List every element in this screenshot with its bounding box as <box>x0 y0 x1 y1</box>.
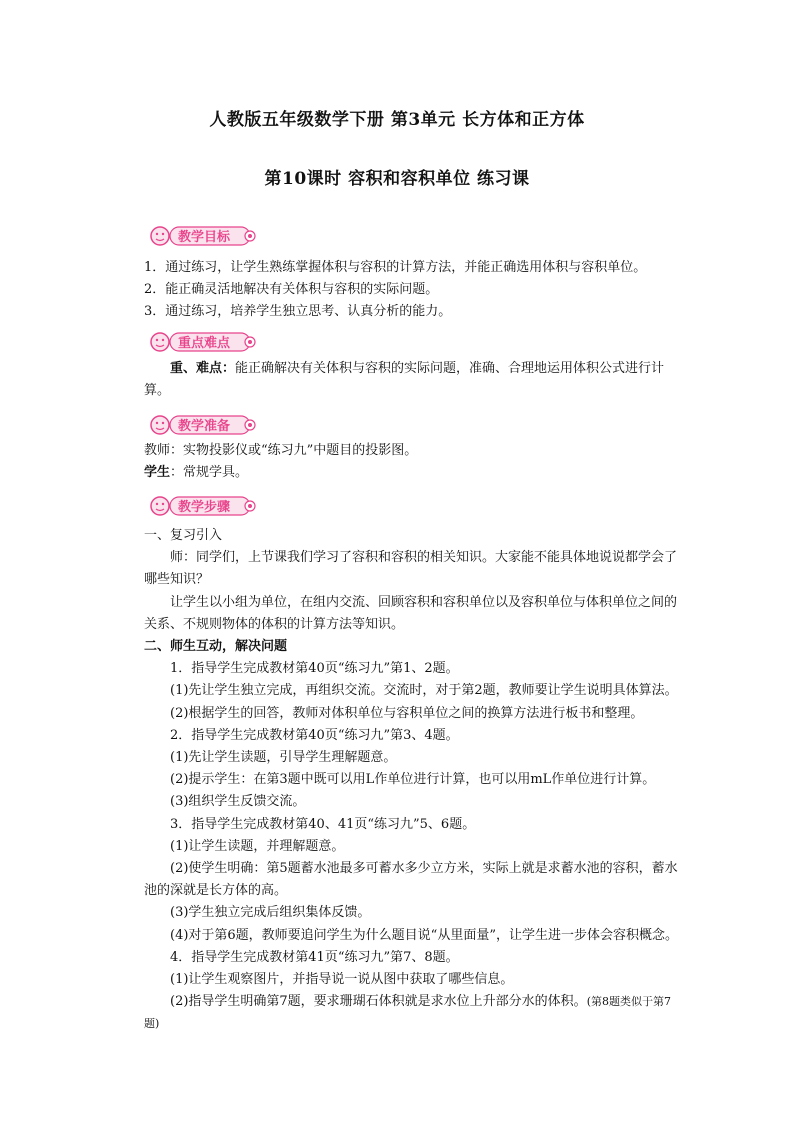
prep-student-text: ：常规学具。 <box>170 465 249 480</box>
step-subitem: (2)提示学生：在第3题中既可以用L作单位进行计算，也可以用mL作单位进行计算。 <box>170 772 656 788</box>
girl-icon <box>151 497 169 515</box>
keypoints-section <box>144 358 684 402</box>
step-subitem: (1)让学生观察图片，并指导说一说从图中获取了哪些信息。 <box>170 972 514 988</box>
girl-icon <box>151 227 169 245</box>
prep-section <box>144 440 684 484</box>
keypoints-label: 重、难点： <box>170 361 236 376</box>
step-subitem: (3)学生独立完成后组织集体反馈。 <box>170 905 371 921</box>
step-item: 4．指导学生完成教材第41页“练习九”第7、8题。 <box>170 949 459 965</box>
step-subitem <box>144 991 684 1035</box>
step-subitem: (1)先让学生读题，引导学生理解题意。 <box>170 750 397 766</box>
keypoints-text: 能正确解决有关体积与容积的实际问题，准确、合理地运用体积公式进行计算。 <box>144 361 665 398</box>
goal-item: 1．通过练习，让学生熟练掌握体积与容积的计算方法，并能正确选用体积与容积单位。 <box>144 260 647 275</box>
badge-teaching-steps <box>148 491 260 521</box>
step-note: (第8题类似于第7题) <box>144 995 671 1031</box>
step-subitem: (2)根据学生的回答，教师对体积单位与容积单位之间的换算方法进行板书和整理。 <box>170 705 644 721</box>
step-subitem: (1)先让学生独立完成，再组织交流。交流时，对于第2题，教师要让学生说明具体算法。 <box>170 683 678 699</box>
lesson-title: 第10课时 容积和容积单位 练习课 <box>264 169 530 189</box>
badge-key-points <box>148 327 260 357</box>
goals-section <box>144 257 684 323</box>
badge-label: 重点难点 <box>177 336 231 351</box>
prep-teacher-text: ：实物投影仪或“练习九”中题目的投影图。 <box>170 443 418 458</box>
girl-icon <box>151 333 169 351</box>
step-subitem: (2)使学生明确：第5题蓄水池最多可蓄水多少立方米，实际上就是求蓄水池的容积，蓄水池的深就是长方体的高。 <box>144 861 678 899</box>
badge-label: 教学目标 <box>177 230 231 245</box>
badge-teaching-prep <box>148 410 260 440</box>
badge-teaching-goals <box>148 221 260 251</box>
step-item: 1．指导学生完成教材第40页“练习九”第1、2题。 <box>170 661 459 677</box>
step-item: 3．指导学生完成教材第40、41页“练习九”5、6题。 <box>170 816 476 832</box>
step-subitem-text: (2)指导学生明确第7题，要求珊瑚石体积就是求水位上升部分水的体积。 <box>170 994 587 1010</box>
goal-item: 3．通过练习，培养学生独立思考、认真分析的能力。 <box>144 304 452 319</box>
step-item: 2．指导学生完成教材第40页“练习九”第3、4题。 <box>170 727 459 743</box>
keypoints-paragraph <box>144 358 684 402</box>
step-subitem: (3)组织学生反馈交流。 <box>170 794 306 810</box>
badge-label: 教学准备 <box>177 419 231 434</box>
steps-section <box>144 525 684 1036</box>
step-heading: 二、师生互动，解决问题 <box>144 639 288 655</box>
prep-student <box>144 462 684 484</box>
girl-icon <box>151 416 169 434</box>
step-heading: 一、复习引入 <box>144 528 223 543</box>
goal-item: 2．能正确灵活地解决有关体积与容积的实际问题。 <box>144 282 439 297</box>
document-title: 人教版五年级数学下册 第3单元 长方体和正方体 <box>209 110 585 130</box>
badge-label: 教学步骤 <box>177 500 231 515</box>
step-paragraph: 师：同学们，上节课我们学习了容积和容积的相关知识。大家能不能具体地说说都学会了哪些知识？ <box>144 550 678 588</box>
prep-teacher-label: 教师 <box>144 443 171 458</box>
step-subitem: (1)让学生读题，并理解题意。 <box>170 838 345 854</box>
prep-teacher <box>144 440 684 462</box>
prep-student-label: 学生 <box>144 465 171 480</box>
step-paragraph: 让学生以小组为单位，在组内交流、回顾容积和容积单位以及容积单位与体积单位之间的关系、不规则物体的体积的计算方法等知识。 <box>144 594 678 632</box>
step-subitem: (4)对于第6题，教师要追问学生为什么题目说“从里面量”，让学生进一步体会容积概念。 <box>170 927 678 943</box>
